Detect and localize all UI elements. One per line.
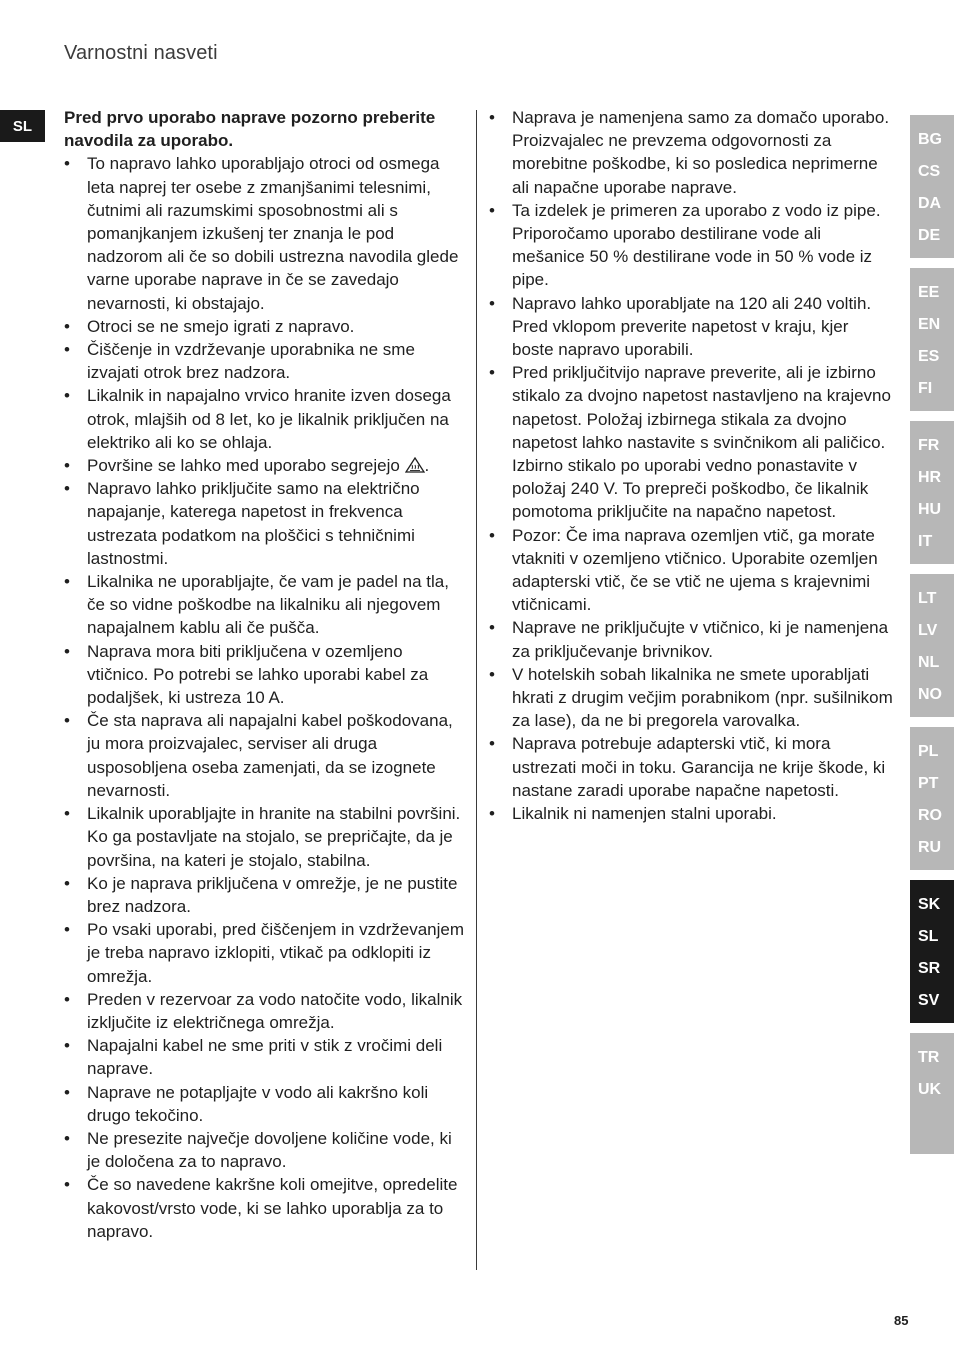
language-code-de[interactable]: DE	[918, 227, 941, 244]
language-code-fr[interactable]: FR	[918, 437, 940, 454]
right-column	[489, 106, 894, 825]
list-item: • Napravo lahko priključite samo na električno napajanje, katerega napetost in frekvenca ustrezata podatkom na ploščici s tehničnimi lastnostmi.	[64, 477, 468, 570]
list-item: • Napajalni kabel ne sme priti v stik z vročimi deli naprave.	[64, 1034, 468, 1080]
list-item: • Preden v rezervoar za vodo natočite vodo, likalnik izključite iz električnega omrežja.	[64, 988, 468, 1034]
list-item: • Po vsaki uporabi, pred čiščenjem in vzdrževanjem je treba napravo izklopiti, vtikač pa odklopiti iz omrežja.	[64, 918, 468, 988]
intro-text: Pred prvo uporabo naprave pozorno preberite navodila za uporabo.	[64, 108, 436, 151]
language-code-ee[interactable]: EE	[918, 284, 940, 301]
list-item-text: Površine se lahko med uporabo segrejejo	[87, 456, 400, 476]
list-item: • Ta izdelek je primeren za uporabo z vodo iz pipe. Priporočamo uporabo destilirane vode ali mešanice 50 % destilirane vode in 50 % vode iz pipe.	[489, 199, 894, 292]
list-item: • Napravo lahko uporabljate na 120 ali 240 voltih. Pred vklopom preverite napetost v kraju, kjer boste napravo uporabili.	[489, 292, 894, 362]
list-item: • Če sta naprava ali napajalni kabel poškodovana, ju mora proizvajalec, serviser ali druga usposobljena oseba zamenjati, da se izognete nevarnosti.	[64, 709, 468, 802]
list-item: • Če so navedene kakršne koli omejitve, opredelite kakovost/vrsto vode, ki se lahko uporablja za to napravo.	[64, 1173, 468, 1243]
list-item: • Likalnika ne uporabljajte, če vam je padel na tla, če so vidne poškodbe na likalniku ali njegovem napajalnem kablu ali če pušča.	[64, 570, 468, 640]
list-item: • Likalnik in napajalno vrvico hranite izven dosega otrok, mlajših od 8 let, ko je likalnik priključen na elektriko ali ko se ohlaja.	[64, 384, 468, 454]
language-code-sk[interactable]: SK	[918, 896, 941, 913]
list-item: • Naprave ne potapljajte v vodo ali kakršno koli drugo tekočino.	[64, 1081, 468, 1127]
list-item: • Naprava mora biti priključena v ozemljeno vtičnico. Po potrebi se lahko uporabi kabel za podaljšek, ki ustreza 10 A.	[64, 640, 468, 710]
list-item: • Otroci se ne smejo igrati z napravo.	[64, 315, 468, 338]
language-code-bg[interactable]: BG	[918, 131, 942, 148]
language-group	[910, 115, 954, 258]
language-code-pl[interactable]: PL	[918, 743, 939, 760]
language-code-en[interactable]: EN	[918, 316, 941, 333]
list-item: • Naprava potrebuje adapterski vtič, ki mora ustrezati moči in toku. Garancija ne krije škode, ki nastane zaradi uporabe napačne napetosti.	[489, 732, 894, 802]
right-bullet-list	[489, 106, 894, 825]
hot-surface-warning-icon	[405, 456, 425, 472]
language-group	[910, 421, 954, 564]
language-code-sr[interactable]: SR	[918, 960, 941, 977]
language-tab-sl: SL	[0, 110, 45, 142]
language-code-cs[interactable]: CS	[918, 163, 941, 180]
language-code-no[interactable]: NO	[918, 686, 942, 703]
language-code-pt[interactable]: PT	[918, 775, 939, 792]
language-code-sl[interactable]: SL	[918, 928, 939, 945]
language-group	[910, 727, 954, 870]
list-item: • Pozor: Če ima naprava ozemljen vtič, ga morate vtakniti v ozemljeno vtičnico. Uporabite ozemljen adapterski vtič, če se vtič ne ujema s krajevnimi vtičnicami.	[489, 524, 894, 617]
language-code-lt[interactable]: LT	[918, 590, 937, 607]
list-item: • Površine se lahko med uporabo segrejejo .	[64, 454, 468, 477]
list-item: • Čiščenje in vzdrževanje uporabnika ne sme izvajati otrok brez nadzora.	[64, 338, 468, 384]
language-code-it[interactable]: IT	[918, 533, 933, 550]
language-code-da[interactable]: DA	[918, 195, 942, 212]
left-bullet-list	[64, 152, 468, 1243]
language-code-tr[interactable]: TR	[918, 1049, 940, 1066]
list-item: • Ko je naprava priključena v omrežje, je ne pustite brez nadzora.	[64, 872, 468, 918]
language-group	[910, 574, 954, 717]
language-code-lv[interactable]: LV	[918, 622, 938, 639]
list-item: • Likalnik ni namenjen stalni uporabi.	[489, 802, 894, 825]
language-group	[910, 268, 954, 411]
left-column	[64, 106, 468, 1243]
language-code-ro[interactable]: RO	[918, 807, 942, 824]
page-number: 85	[894, 1313, 909, 1328]
list-item: • To napravo lahko uporabljajo otroci od osmega leta naprej ter osebe z zmanjšanimi telesnimi, čutnimi ali razumskimi sposobnostmi ali s pomanjkanjem izkušenj ter znanja le pod nadzorom ali če so dobili ustrezna navodila glede varne uporabe naprave in če se zavedajo nevarnosti, ki obstajajo.	[64, 152, 468, 314]
list-item: • Likalnik uporabljajte in hranite na stabilni površini. Ko ga postavljate na stojalo, se prepričajte, da je površina, na kateri je stojalo, stabilna.	[64, 802, 468, 872]
language-code-es[interactable]: ES	[918, 348, 940, 365]
language-code-hr[interactable]: HR	[918, 469, 942, 486]
language-code-ru[interactable]: RU	[918, 839, 942, 856]
language-code-hu[interactable]: HU	[918, 501, 942, 518]
language-code-fi[interactable]: FI	[918, 380, 933, 397]
language-group-active	[910, 880, 954, 1023]
language-code-nl[interactable]: NL	[918, 654, 940, 671]
column-divider	[476, 110, 477, 1270]
page-title: Varnostni nasveti	[64, 42, 218, 64]
language-code-sv[interactable]: SV	[918, 992, 940, 1009]
list-item: • V hotelskih sobah likalnika ne smete uporabljati hkrati z drugim večjim porabnikom (npr. sušilnikom za lase), da ne bi pregorela varovalka.	[489, 663, 894, 733]
language-code-uk[interactable]: UK	[918, 1081, 942, 1098]
list-item: • Pred priključitvijo naprave preverite, ali je izbirno stikalo za dvojno napetost nastavljeno na krajevno napetost. Položaj izbirnega stikala za dvojno napetost lahko nastavite s svinčnikom ali paličico. Izbirno stikalo po uporabi vedno ponastavite v položaj 240 V. To prepreči poškodbo, če likalnik pomotoma priključite na napačno napetost.	[489, 361, 894, 523]
list-item: • Ne presezite največje dovoljene količine vode, ki je določena za to napravo.	[64, 1127, 468, 1173]
language-nav	[910, 115, 954, 1164]
list-item: • Naprava je namenjena samo za domačo uporabo. Proizvajalec ne prevzema odgovornosti za morebitne poškodbe, ki so posledica neprimerne ali napačne uporabe naprave.	[489, 106, 894, 199]
language-group	[910, 1033, 954, 1154]
list-item: • Naprave ne priključujte v vtičnico, ki je namenjena za priključevanje brivnikov.	[489, 616, 894, 662]
